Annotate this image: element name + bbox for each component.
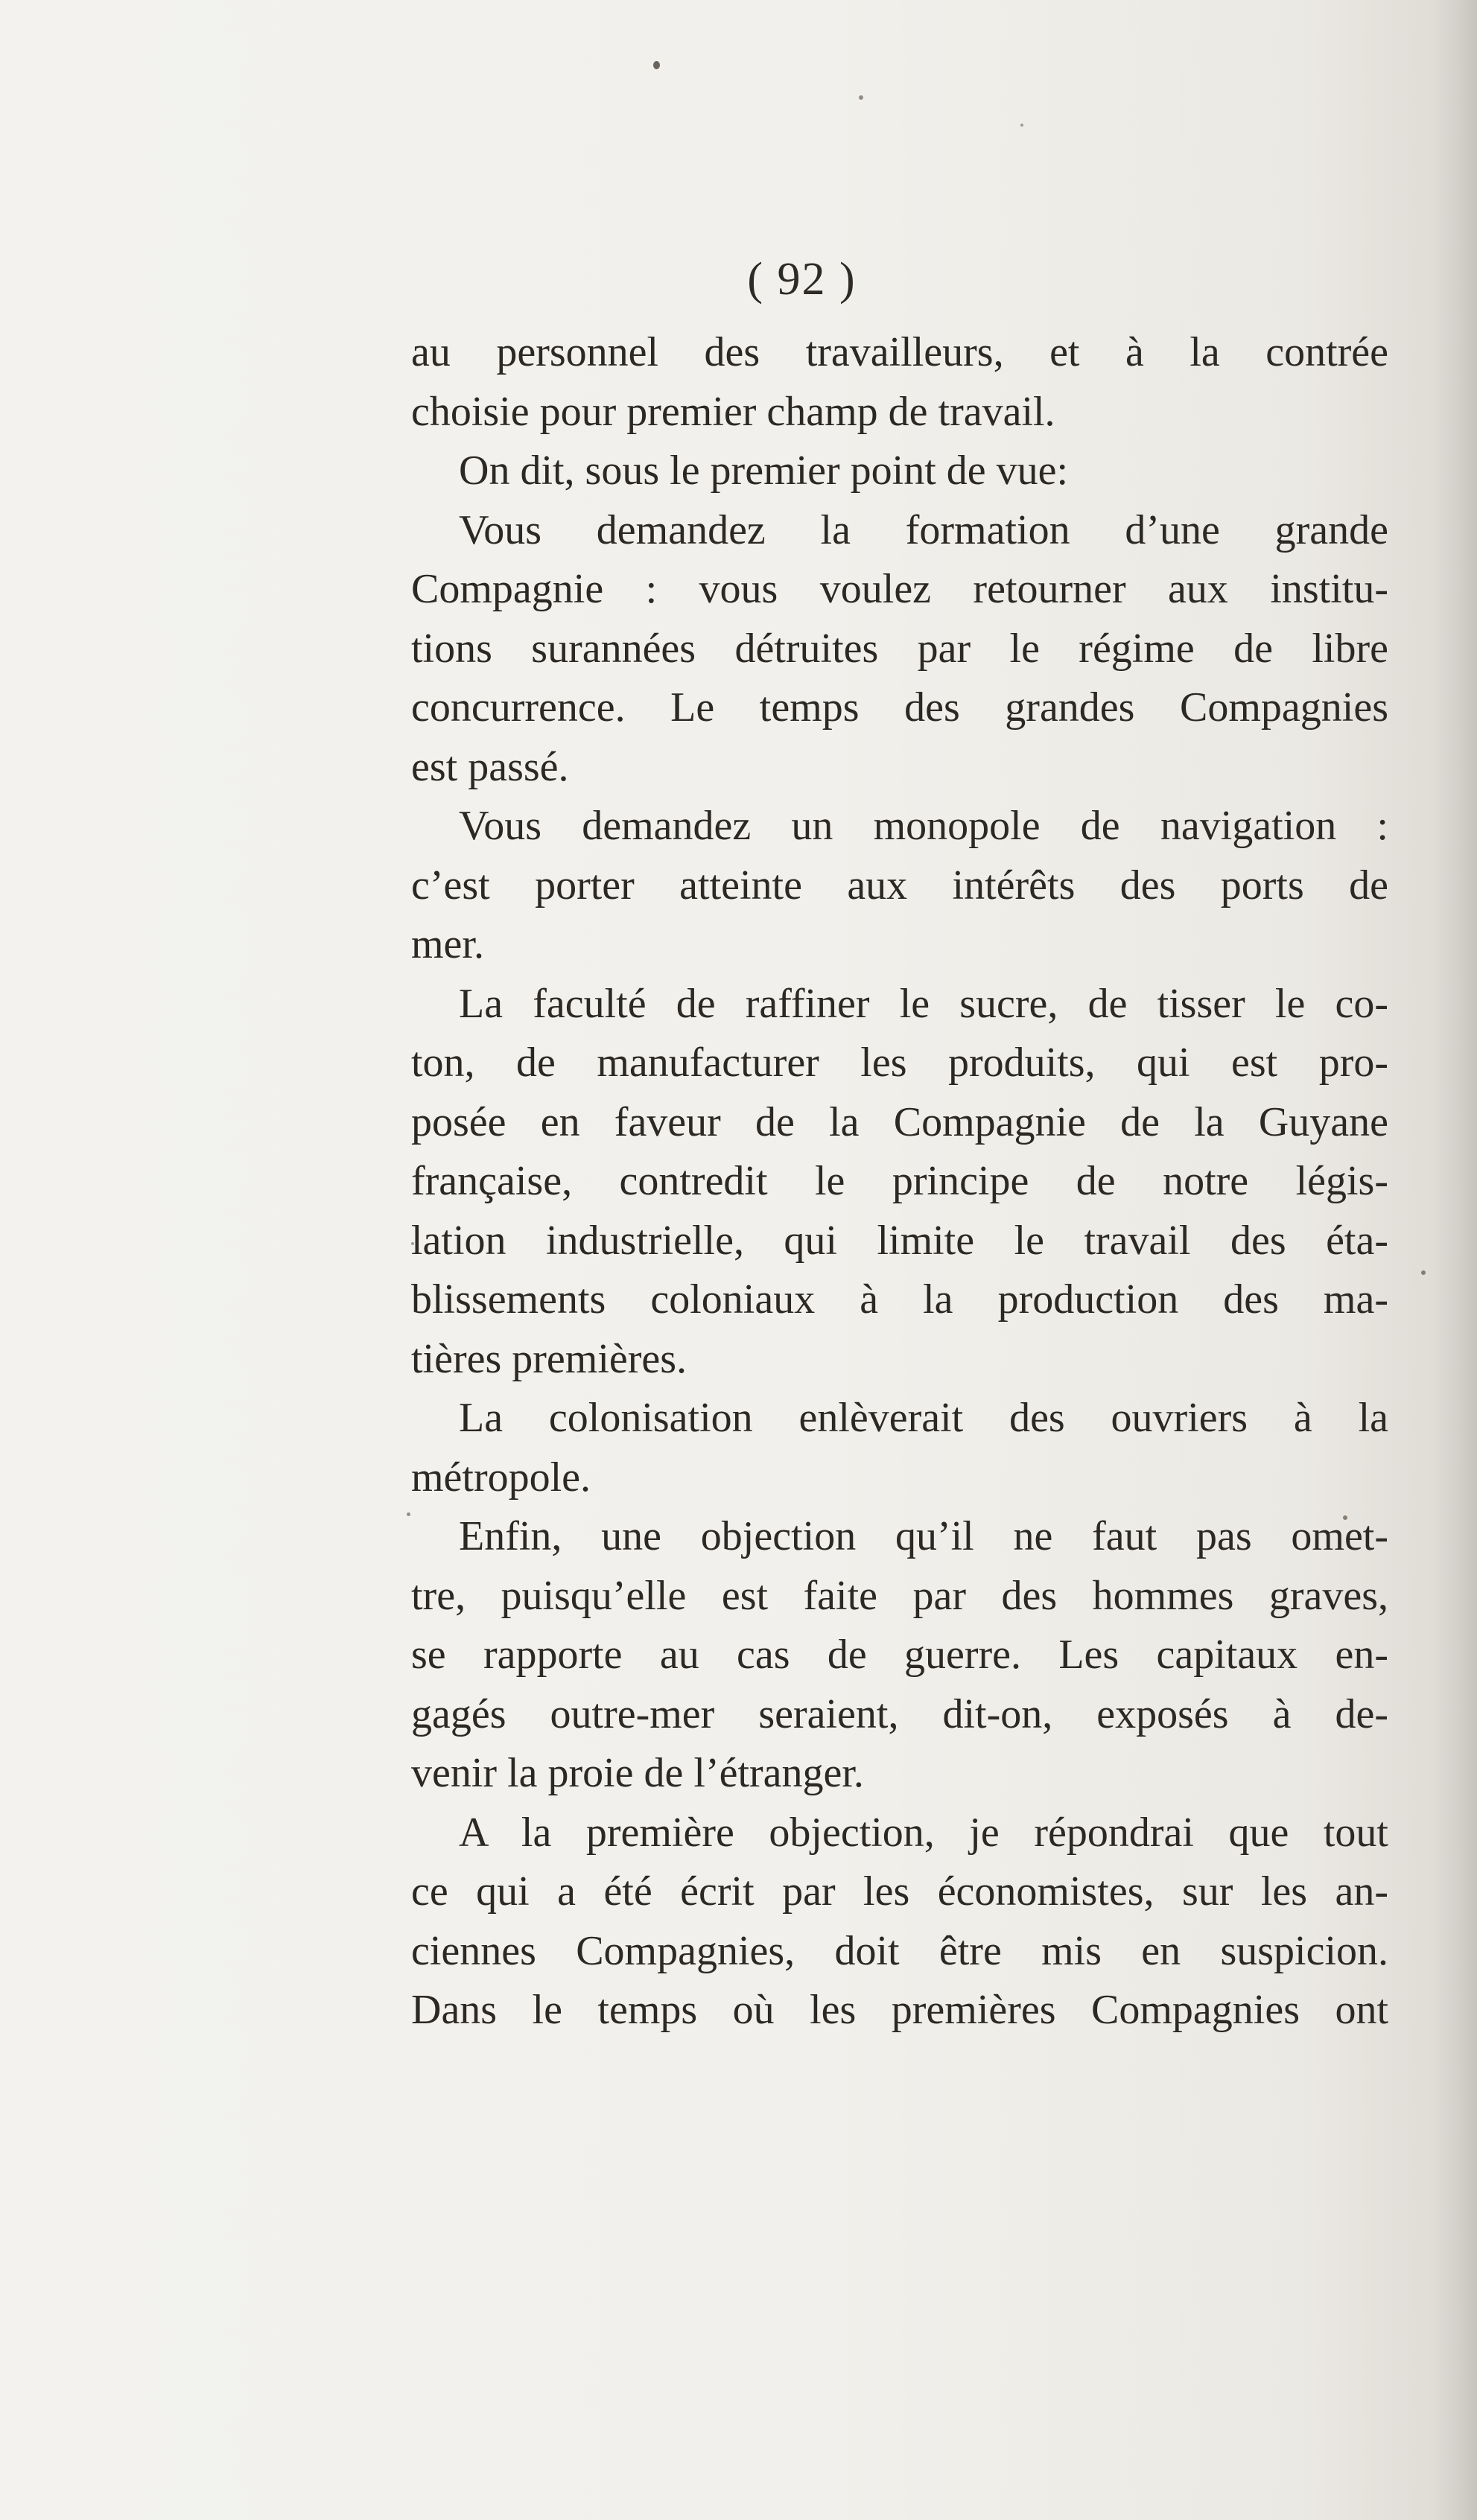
text-line: ciennes Compagnies, doit être mis en suspicion. bbox=[411, 1927, 1388, 1974]
ink-speck bbox=[1020, 124, 1023, 127]
text-line: venir la proie de l’étranger. bbox=[411, 1750, 864, 1796]
text-line: tions surannées détruites par le régime de libre bbox=[411, 625, 1388, 672]
text-line: La colonisation enlèverait des ouvriers à la bbox=[459, 1395, 1388, 1441]
text-line: La faculté de raffiner le sucre, de tisser le co- bbox=[459, 980, 1388, 1027]
body-text bbox=[411, 323, 1388, 2040]
text-line: tières premières. bbox=[411, 1335, 687, 1382]
text-line: c’est porter atteinte aux intérêts des ports de bbox=[411, 862, 1388, 909]
text-line: choisie pour premier champ de travail. bbox=[411, 388, 1055, 435]
text-line: On dit, sous le premier point de vue: bbox=[459, 448, 1069, 494]
ink-speck bbox=[407, 1512, 410, 1516]
ink-speck bbox=[1421, 1270, 1426, 1275]
text-line: posée en faveur de la Compagnie de la Guyane bbox=[411, 1098, 1388, 1145]
text-line: ce qui a été écrit par les économistes, sur les an- bbox=[411, 1868, 1388, 1915]
text-line: gagés outre-mer seraient, dit-on, exposés à de- bbox=[411, 1690, 1388, 1737]
text-line: blissements coloniaux à la production des ma- bbox=[411, 1276, 1388, 1323]
page-edge-shadow bbox=[1432, 0, 1477, 2520]
text-line: au personnel des travailleurs, et à la contrée bbox=[411, 329, 1388, 375]
text-line: mer. bbox=[411, 921, 484, 967]
page-number: ( 92 ) bbox=[747, 254, 857, 305]
ink-speck bbox=[859, 95, 863, 100]
text-line: se rapporte au cas de guerre. Les capitaux en- bbox=[411, 1632, 1388, 1678]
text-line: métropole. bbox=[411, 1454, 591, 1501]
text-line: concurrence. Le temps des grandes Compagnies bbox=[411, 684, 1388, 731]
text-line: tre, puisqu’elle est faite par des hommes graves, bbox=[411, 1572, 1388, 1619]
text-line: française, contredit le principe de notre légis- bbox=[411, 1158, 1388, 1204]
text-line: Vous demandez un monopole de navigation : bbox=[459, 803, 1388, 849]
text-line: Vous demandez la formation d’une grande bbox=[459, 506, 1388, 553]
text-line: est passé. bbox=[411, 743, 569, 790]
text-line: Compagnie : vous voulez retourner aux institu- bbox=[411, 566, 1388, 612]
text-line: A la première objection, je répondrai que tout bbox=[459, 1809, 1388, 1856]
text-line: Enfin, une objection qu’il ne faut pas omet- bbox=[459, 1513, 1388, 1559]
text-line: Dans le temps où les premières Compagnies ont bbox=[411, 1987, 1388, 2033]
ink-speck bbox=[653, 61, 660, 69]
text-line: lation industrielle, qui limite le travail des éta- bbox=[411, 1217, 1388, 1264]
text-line: ton, de manufacturer les produits, qui est pro- bbox=[411, 1040, 1388, 1086]
